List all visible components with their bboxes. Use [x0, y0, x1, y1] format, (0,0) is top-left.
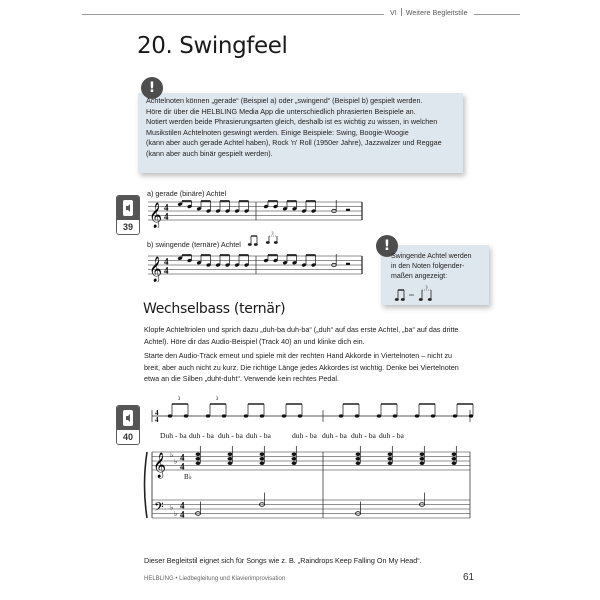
- lyrics-row: [0, 431, 600, 443]
- note-head: [168, 414, 172, 417]
- header-chapter: VI: [390, 10, 397, 17]
- note-head: [469, 414, 473, 417]
- lyric-syllable: duh - ba: [218, 431, 243, 440]
- flat-sign: ♭: [174, 510, 178, 518]
- closing-text: Dieser Begleitstil eignet sich für Songs wie z. B. „Raindrops Keep Falling On My Head“.: [144, 556, 422, 565]
- footer-publisher-name: HELBLING: [144, 576, 174, 582]
- chord-note-head: [356, 457, 361, 460]
- header-section: Weitere Begleitstile: [405, 10, 468, 17]
- audio-track-badge[interactable]: [116, 195, 140, 235]
- rest: [346, 209, 350, 211]
- lyric-syllable: duh - ba: [246, 431, 271, 440]
- note-head: [206, 414, 210, 417]
- lyric-syllable: duh - ba: [379, 431, 404, 440]
- swing-notation-text: [391, 252, 486, 282]
- info-line: (kann aber auch gerade Achtel haben), Rock 'n' Roll (1950er Jahre), Jazzwalzer und Reggae: [146, 138, 442, 148]
- chord-note-head: [388, 453, 393, 456]
- triplet-number: 3: [271, 231, 274, 236]
- section-paragraph-1: [144, 324, 472, 347]
- info-line: Höre dir über die HELBLING Media App die unterschiedlich phrasierten Beispiele an.: [146, 106, 416, 116]
- chord-note-head: [196, 453, 201, 456]
- chord-note-head: [228, 453, 233, 456]
- chord-note-head: [196, 457, 201, 460]
- note-line: Swingende Achtel werden: [391, 253, 472, 260]
- chord-note-head: [292, 453, 297, 456]
- note-head: [431, 414, 435, 417]
- speaker-phone-icon: [117, 406, 139, 430]
- note-line: in den Noten folgender-: [391, 263, 465, 270]
- time-signature: 4: [164, 265, 169, 276]
- chord-note-head: [452, 462, 457, 465]
- info-line: (kann aber auch binär gespielt werden).: [146, 148, 273, 158]
- chord-note-head: [420, 457, 425, 460]
- track-number: 39: [117, 220, 139, 234]
- note-head: [222, 414, 226, 417]
- chord-note-head: [228, 462, 233, 465]
- time-signature: 4: [164, 202, 169, 213]
- note-head: [298, 414, 302, 417]
- note-head: [415, 414, 419, 417]
- note-head: [282, 414, 286, 417]
- lyric-syllable: Duh - ba: [160, 431, 187, 440]
- chord-note-head: [420, 462, 425, 465]
- rest: [346, 263, 350, 265]
- exclamation-icon: !: [376, 235, 398, 257]
- music-staff-a: [146, 198, 364, 228]
- paragraph-line: etwa an die Silben „duht-duht“. Verwende kein rechtes Pedal.: [144, 374, 339, 384]
- paragraph-line: Klopfe Achteltriolen und sprich dazu „duh-ba duh-ba“ („duh“ auf das erste Achtel, „ba“ auf das dritte: [144, 325, 459, 334]
- time-signature: 4: [155, 416, 159, 424]
- flat-sign: ♭: [170, 450, 174, 459]
- note-head: [339, 414, 343, 417]
- time-signature: 4: [164, 211, 169, 222]
- chord-note-head: [292, 457, 297, 460]
- running-header: [384, 7, 474, 21]
- chord-note-head: [260, 462, 265, 465]
- footer-book-title: Liedbegleitung und Klavierimprovisation: [179, 576, 286, 582]
- section-title: Wechselbass (ternär): [143, 301, 286, 317]
- triplet-number: 3: [425, 285, 428, 290]
- treble-clef: 𝄞: [153, 453, 167, 478]
- paragraph-line: Starte den Audio-Track erneut und spiele mit der rechten Hand Akkorde in Viertelnoten – nicht zu: [144, 351, 453, 360]
- info-line: Musikstilen Achtelnoten geswingt werden. Einige Beispiele: Swing, Boogie-Woogie: [146, 127, 409, 137]
- chord-note-head: [292, 462, 297, 465]
- chord-note-head: [356, 462, 361, 465]
- chord-note-head: [420, 453, 425, 456]
- time-signature: 4: [180, 452, 185, 463]
- note-head: [377, 414, 381, 417]
- note-head: [260, 414, 264, 417]
- chord-note-head: [452, 457, 457, 460]
- treble-clef: 𝄞: [149, 203, 163, 228]
- chord-note-head: [452, 453, 457, 456]
- note-head: [453, 414, 457, 417]
- time-signature: 4: [155, 409, 159, 417]
- piano-score: [140, 388, 480, 538]
- info-text: [146, 96, 461, 160]
- footer-publisher: HELBLING • Liedbegleitung und Klavierimprovisation: [144, 576, 286, 582]
- note-head: [244, 414, 248, 417]
- lyric-syllable: duh - ba: [292, 431, 317, 440]
- chord-symbol: B♭: [184, 473, 192, 481]
- paragraph-line: Achtel). Höre dir das Audio-Beispiel (Track 40) an und klinke dich ein.: [144, 336, 365, 346]
- triplet-number: 3: [177, 397, 181, 402]
- triplet-symbol-icon: [247, 231, 283, 249]
- info-line: Notiert werden beide Phrasierungsarten gleich, deshalb ist es wichtig zu wissen, in welchen: [146, 117, 438, 127]
- chord-note-head: [260, 457, 265, 460]
- chord-note-head: [388, 457, 393, 460]
- time-signature: 4: [180, 461, 185, 472]
- info-line: Achtelnoten können „gerade“ (Beispiel a) oder „swingend“ (Beispiel b) gespielt werden.: [146, 96, 423, 105]
- chord-note-head: [388, 462, 393, 465]
- section-paragraph-2: [144, 350, 472, 385]
- note-head: [393, 414, 397, 417]
- time-signature: 4: [180, 509, 185, 520]
- example-b-label: b) swingende (ternäre) Achtel: [147, 240, 241, 249]
- chord-note-head: [260, 453, 265, 456]
- time-signature: 4: [180, 500, 185, 511]
- lyric-syllable: duh - ba: [351, 431, 376, 440]
- paragraph-line: breit, aber auch nicht zu kurz. Die richtige Länge jedes Akkordes ist wichtig. Denke bei Viertelnoten: [144, 362, 459, 372]
- example-a-label: a) gerade (binäre) Achtel: [147, 189, 227, 198]
- music-staff-b: [146, 252, 364, 282]
- note-head: [184, 414, 188, 417]
- exclamation-icon: !: [141, 77, 163, 99]
- time-signature: 4: [164, 256, 169, 267]
- bass-clef: 𝄢: [154, 499, 164, 518]
- page-title: 20. Swingfeel: [137, 33, 288, 59]
- speaker-phone-icon: [117, 196, 139, 220]
- page-number: 61: [463, 572, 475, 583]
- chord-note-head: [228, 457, 233, 460]
- swing-equivalence-icon: [394, 285, 438, 303]
- treble-clef: 𝄞: [149, 257, 163, 282]
- lyric-syllable: duh - ba: [189, 431, 214, 440]
- note-line: maßen angezeigt:: [391, 273, 448, 280]
- flat-sign: ♭: [174, 457, 178, 466]
- flat-sign: ♭: [170, 503, 174, 512]
- lyric-syllable: duh - ba: [322, 431, 347, 440]
- piano-brace: [145, 452, 148, 518]
- chord-note-head: [356, 453, 361, 456]
- triplet-number: 3: [215, 397, 219, 402]
- chord-note-head: [196, 462, 201, 465]
- note-head: [355, 414, 359, 417]
- track-number: 40: [117, 430, 139, 444]
